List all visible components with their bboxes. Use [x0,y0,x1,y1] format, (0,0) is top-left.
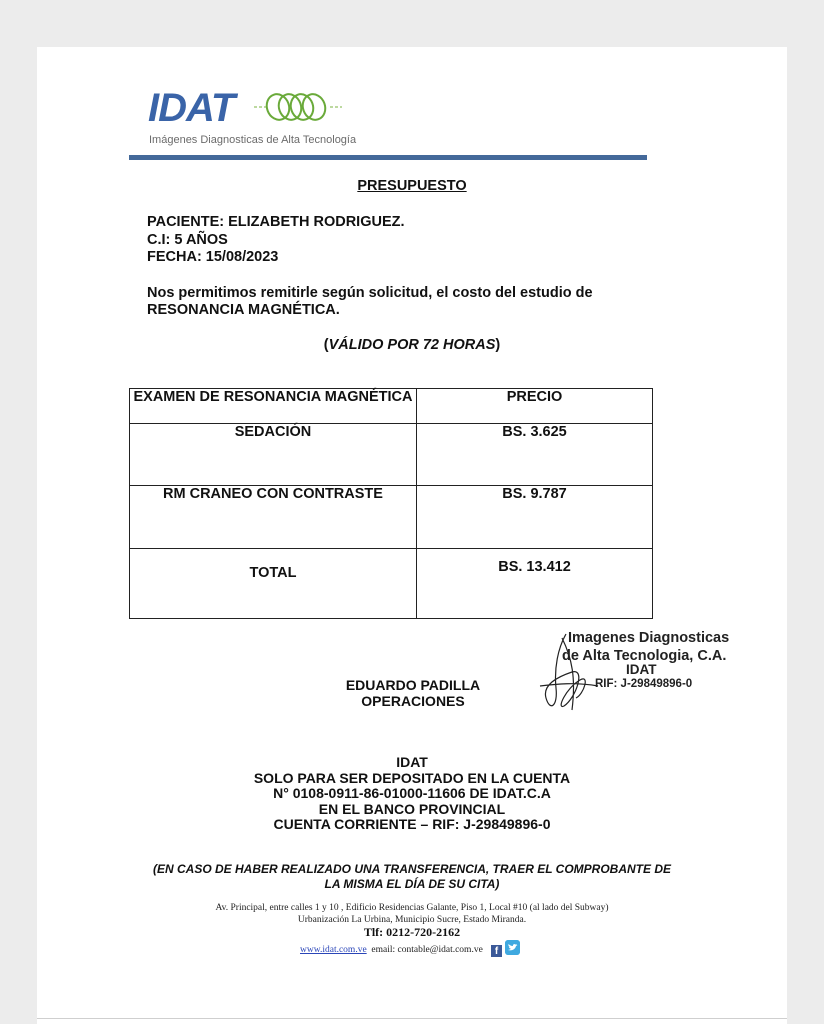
address-line-1: Av. Principal, entre calles 1 y 10 , Edificio Residencias Galante, Piso 1, Local #10 (al lado del Subway) [215,903,609,913]
stamp-line-4: RIF: J-29849896-0 [595,678,693,690]
transfer-note [0,862,824,892]
bank-line-3: N° 0108-0911-86-01000-11606 DE IDAT.C.A [273,785,551,801]
note-line-2: LA MISMA EL DÍA DE SU CITA) [324,877,500,891]
stamp-line-3: IDAT [626,662,657,677]
table-row-total [130,549,653,619]
price-cell: BS. 9.787 [417,486,653,549]
price-table [129,388,653,619]
table-row [130,486,653,549]
address-line-2: Urbanización La Urbina, Municipio Sucre, Estado Miranda. [297,915,527,925]
intro-line-1: Nos permitimos remitirle según solicitud, el costo del estudio de [147,285,593,301]
price-cell: BS. 3.625 [417,424,653,486]
table-row [130,424,653,486]
document-title: PRESUPUESTO [357,178,467,194]
exam-cell: RM CRANEO CON CONTRASTE [130,486,417,549]
note-line-1: (EN CASO DE HABER REALIZADO UNA TRANSFERENCIA, TRAER EL COMPROBANTE DE [152,862,671,876]
stamp-line-2: de Alta Tecnologia, C.A. [562,648,727,664]
table-header-row [130,389,653,424]
header-divider [129,155,647,160]
footer-address [0,902,824,926]
document-date: FECHA: 15/08/2023 [147,249,279,265]
total-price-cell: BS. 13.412 [417,549,653,619]
twitter-icon[interactable] [505,940,520,955]
bank-line-2: SOLO PARA SER DEPOSITADO EN LA CUENTA [253,769,571,786]
total-label-cell: TOTAL [130,549,417,619]
bank-line-4: EN EL BANCO PROVINCIAL [318,800,506,817]
bank-info [0,755,824,833]
facebook-icon[interactable]: f [491,945,502,957]
signer-name: EDUARDO PADILLA [345,677,481,693]
logo-rings-icon [252,90,344,124]
column-header-exam: EXAMEN DE RESONANCIA MAGNÉTICA [130,389,417,424]
validity-close-paren: ) [495,337,501,353]
patient-id: C.I: 5 AÑOS [147,231,228,248]
footer-contact [300,945,483,955]
bank-line-1: IDAT [396,754,428,770]
validity-text: VÁLIDO POR 72 HORAS [328,337,496,353]
email-text: email: contable@idat.com.ve [371,945,483,955]
website-link[interactable]: www.idat.com.ve [300,945,367,955]
signer-block [0,677,824,709]
logo-wordmark: IDAT [148,86,235,130]
exam-cell: SEDACIÓN [130,424,417,486]
stamp-line-1: Imagenes Diagnosticas [568,630,730,646]
intro-line-2: RESONANCIA MAGNÉTICA. [147,302,340,318]
patient-info [147,214,405,267]
footer-phone: Tlf: 0212-720-2162 [363,925,461,939]
signer-role: OPERACIONES [361,693,465,709]
logo-subtitle: Imágenes Diagnosticas de Alta Tecnología [149,134,357,146]
bank-line-5: CUENTA CORRIENTE – RIF: J-29849896-0 [273,816,551,832]
patient-name: PACIENTE: ELIZABETH RODRIGUEZ. [147,214,405,230]
column-header-price: PRECIO [417,389,653,424]
page-bottom-divider [37,1018,787,1019]
intro-paragraph [147,285,593,319]
validity-note [0,337,824,353]
validity-open-paren: ( [323,337,329,353]
